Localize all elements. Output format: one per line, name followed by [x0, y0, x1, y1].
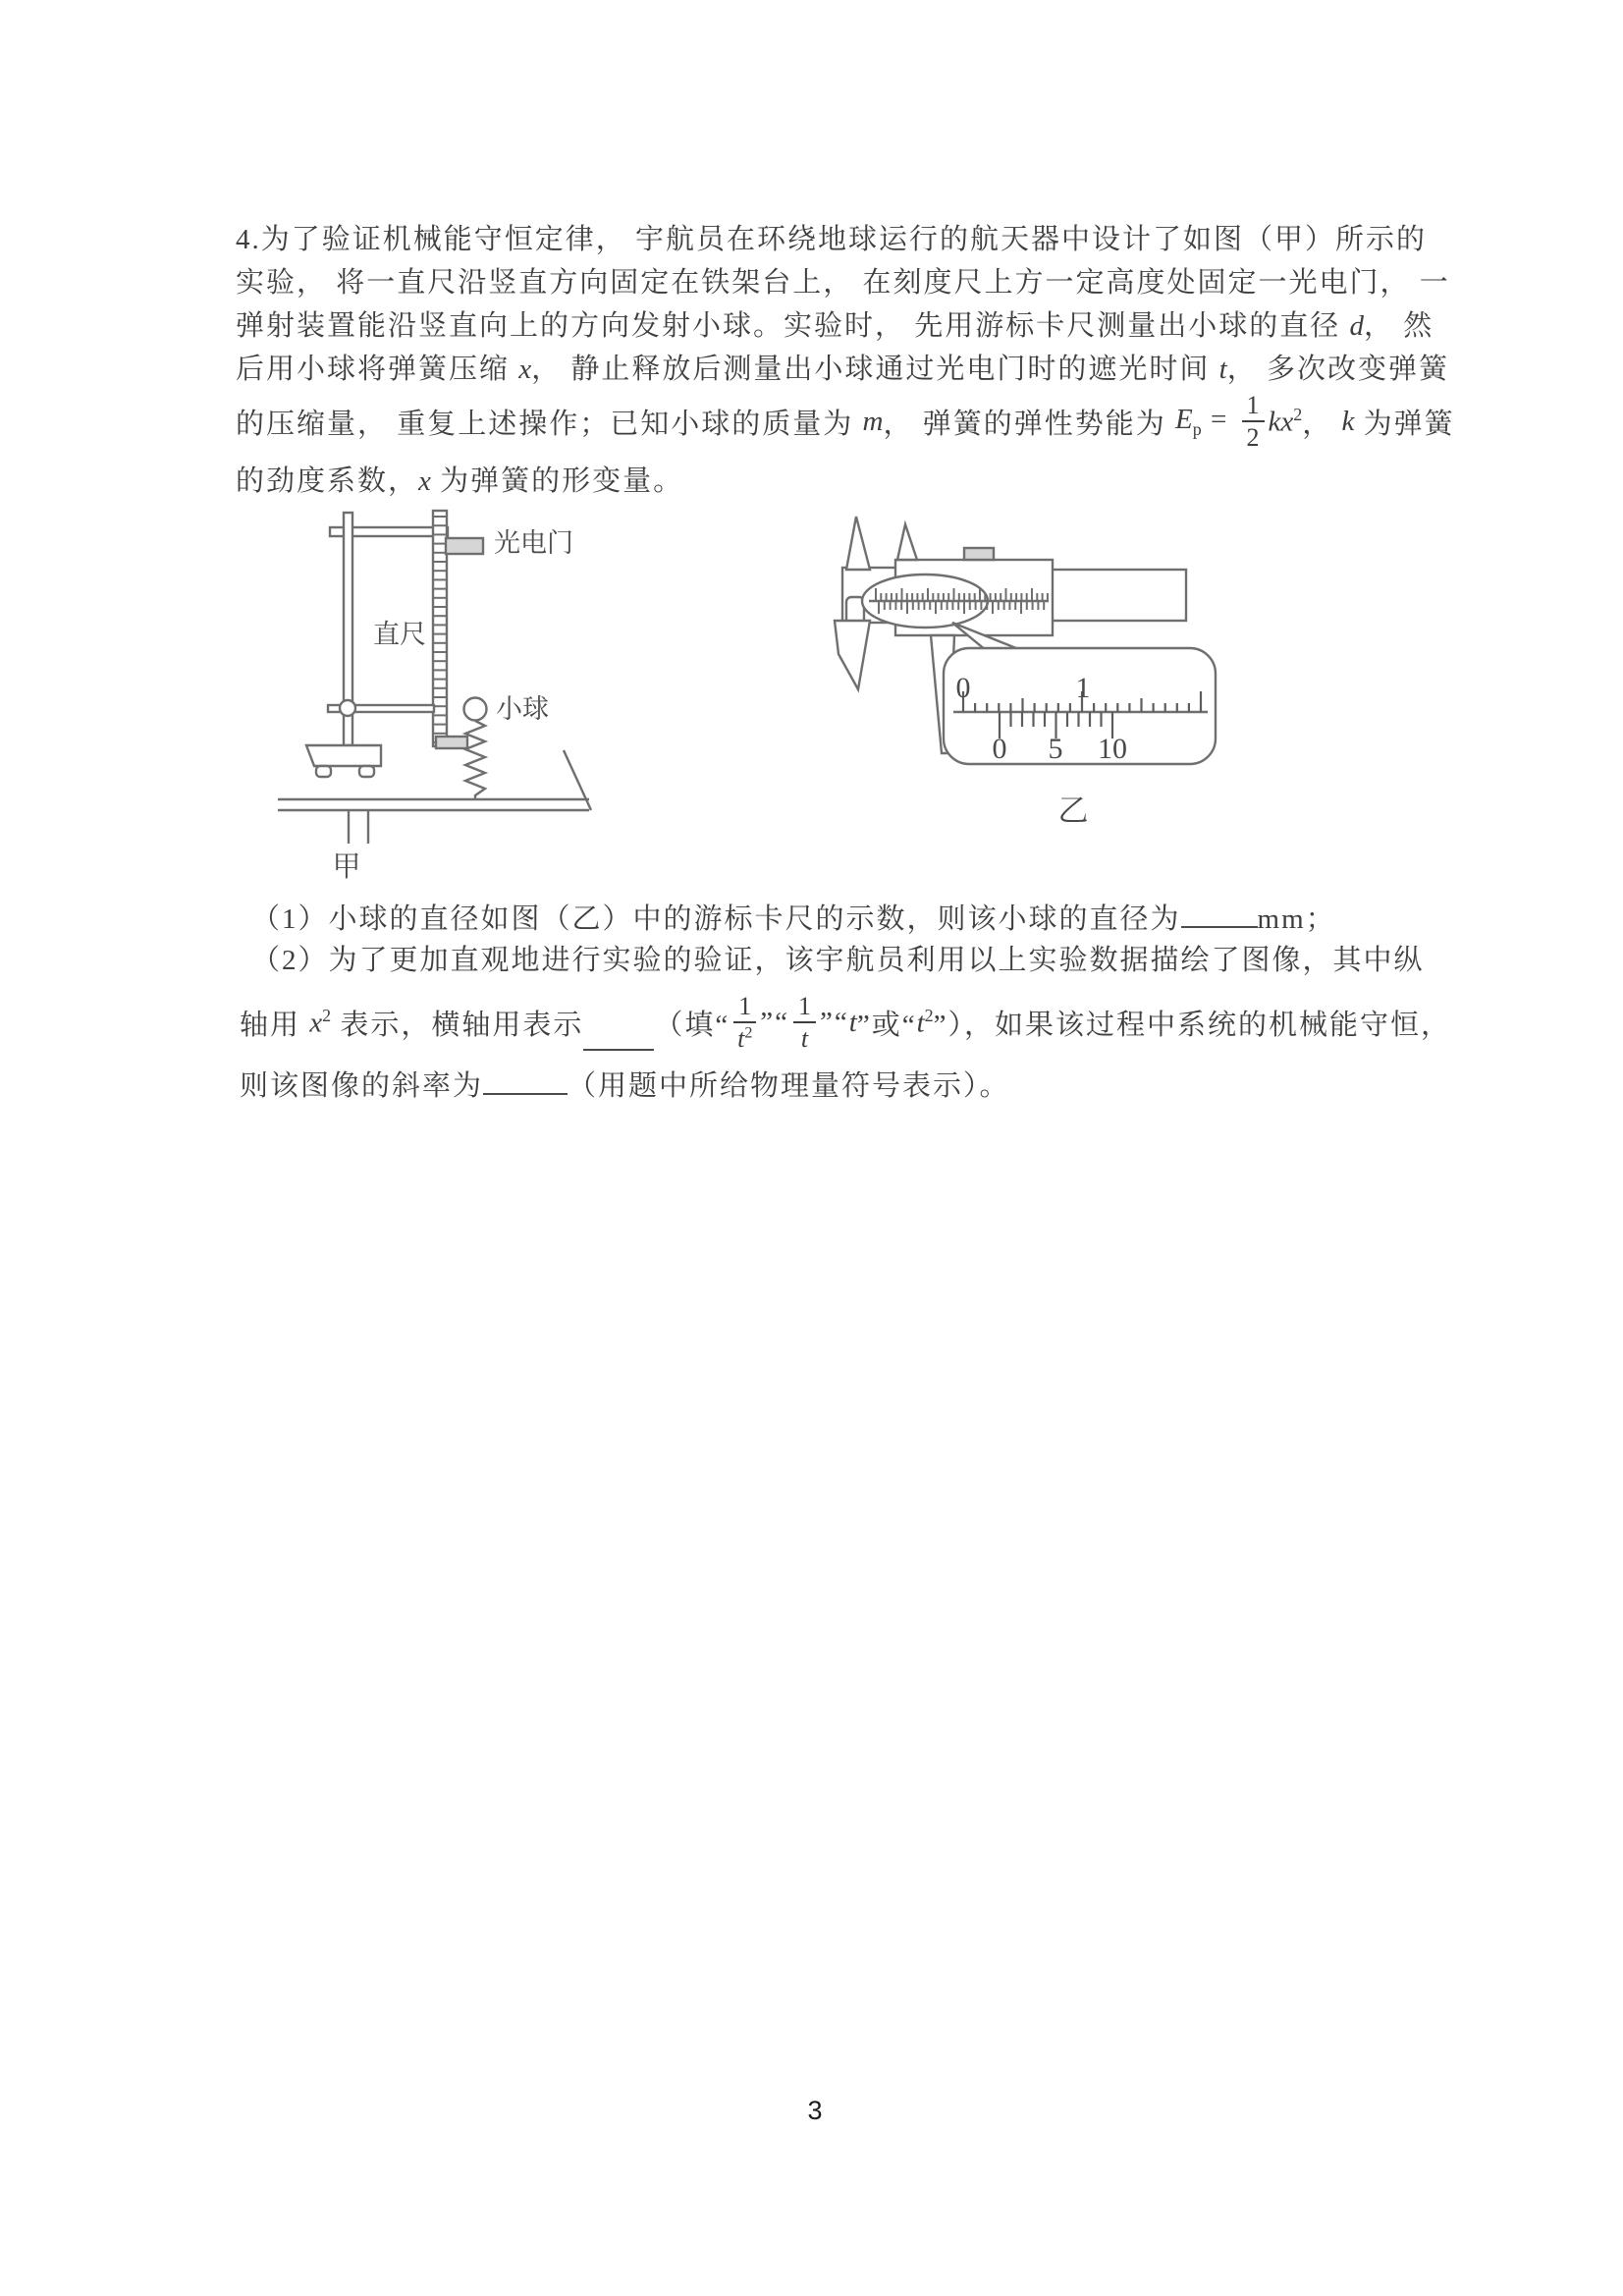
text-segment: （填“ — [654, 1009, 730, 1041]
superscript-2: 2 — [1293, 404, 1303, 424]
variable-t: t — [1218, 354, 1227, 385]
quote-separator: ”“ — [820, 1006, 849, 1038]
subscript-p: p — [1192, 418, 1202, 439]
figure-yi-caption: 乙 — [1057, 793, 1089, 828]
caliper-upper-fixed-jaw — [846, 517, 870, 570]
text-segment: 为弹簧的形变量。 — [430, 465, 684, 497]
spring-bracket — [436, 737, 467, 748]
text-segment: ， — [1302, 408, 1342, 440]
vernier-label-10: 10 — [1098, 733, 1127, 765]
quote-separator: ”“ — [760, 1006, 790, 1038]
unit-label: mm； — [1257, 903, 1336, 935]
text-segment: ”或“ — [856, 1009, 917, 1041]
main-scale-label-0: 0 — [955, 672, 971, 704]
variable-k: k — [1341, 405, 1355, 437]
question-line-5 — [236, 385, 1455, 458]
subquestion-2-line-2 — [240, 988, 1451, 1057]
figure-jia-diagram — [273, 503, 602, 886]
variable-kx: kx — [1268, 406, 1294, 438]
variable-x: x — [418, 465, 431, 497]
text-segment: 的劲度系数， — [236, 465, 419, 497]
variable-x: x — [518, 354, 532, 385]
photogate-label: 光电门 — [494, 528, 573, 558]
caliper-upper-movable-jaw — [897, 524, 917, 560]
spring-icon — [465, 721, 485, 799]
variable-m: m — [862, 405, 884, 437]
equals-sign: = — [1201, 403, 1238, 435]
fraction-denominator: 2 — [1246, 423, 1260, 452]
fraction-one-half — [1242, 392, 1265, 452]
variable-E: E — [1174, 403, 1193, 435]
x-squared — [309, 1006, 331, 1040]
ep-formula — [1175, 404, 1238, 440]
question-line-6 — [236, 460, 683, 503]
superscript-2: 2 — [744, 1024, 753, 1042]
figure-jia-caption: 甲 — [332, 851, 361, 883]
fraction-numerator: 1 — [733, 993, 756, 1023]
clamp-knob — [340, 700, 355, 716]
text-segment: ”），如果该过程中系统的机械能守恒， — [933, 1009, 1451, 1041]
subquestion-2-line-3 — [240, 1065, 1010, 1108]
text-segment: 表示，横轴用表示 — [331, 1009, 584, 1041]
fraction-1-over-t-squared — [733, 993, 756, 1053]
fraction-denominator — [737, 1023, 752, 1052]
question-line-2: 实验， 将一直尺沿竖直方向固定在铁架台上， 在刻度尺上方一定高度处固定一光电门， 一 — [236, 267, 1450, 299]
text-segment: 弹射装置能沿竖直向上的方向发射小球。实验时， 先用游标卡尺测量出小球的直径 — [236, 310, 1350, 342]
fraction-numerator: 1 — [793, 993, 816, 1023]
table-slant-edge — [564, 750, 591, 810]
text-segment: 为弹簧 — [1354, 408, 1455, 440]
question-line-1: 4.为了验证机械能守恒定律， 宇航员在环绕地球运行的航天器中设计了如图（甲）所示的 — [236, 224, 1428, 255]
page-number: 3 — [807, 2096, 823, 2125]
vernier-label-5: 5 — [1048, 733, 1063, 765]
text-segment: 轴用 — [240, 1009, 310, 1041]
figure-yi-diagram — [815, 511, 1232, 849]
text-segment: ， 然 — [1364, 310, 1434, 342]
answer-blank-diameter — [1181, 898, 1258, 928]
stand-foot-right — [359, 766, 374, 777]
subquestion-1 — [251, 898, 1336, 941]
vernier-label-0: 0 — [992, 733, 1007, 765]
ball-icon — [464, 698, 487, 721]
variable-d: d — [1349, 310, 1365, 342]
fraction-1-over-t — [793, 993, 816, 1053]
text-segment: （用题中所给物理量符号表示）。 — [568, 1070, 1010, 1102]
text-segment: ， 静止释放后测量出小球通过光电门时的遮光时间 — [531, 354, 1219, 385]
t-squared — [917, 1006, 934, 1040]
text-segment: 则该图像的斜率为 — [240, 1070, 484, 1102]
photogate-icon — [446, 538, 483, 554]
caliper-lower-fixed-jaw — [835, 621, 870, 689]
subquestion-2-line-1: （2）为了更加直观地进行实验的验证，该宇航员利用以上实验数据描绘了图像，其中纵 — [251, 945, 1425, 976]
text-segment: ， 弹簧的弹性势能为 — [883, 408, 1175, 440]
text-segment: （1）小球的直径如图（乙）中的游标卡尺的示数，则该小球的直径为 — [251, 903, 1181, 935]
main-scale-label-1: 1 — [1075, 672, 1091, 704]
magnified-scale-box — [944, 648, 1216, 764]
caliper-thumb-knob — [964, 548, 994, 560]
text-segment: ， 多次改变弹簧 — [1226, 354, 1449, 385]
ball-label: 小球 — [496, 694, 549, 724]
kx-squared — [1269, 405, 1303, 439]
superscript-2: 2 — [322, 1005, 332, 1025]
answer-blank-slope — [483, 1065, 568, 1095]
superscript-2: 2 — [924, 1005, 934, 1025]
answer-blank-axis — [583, 1049, 654, 1051]
variable-x: x — [309, 1007, 323, 1039]
variable-t: t — [916, 1007, 925, 1039]
text-segment: 后用小球将弹簧压缩 — [236, 354, 519, 385]
variable-t: t — [800, 1024, 809, 1053]
variable-t: t — [848, 1006, 857, 1038]
text-segment: 的压缩量， 重复上述操作；已知小球的质量为 — [236, 408, 863, 440]
variable-t: t — [737, 1024, 745, 1053]
stand-foot-left — [316, 766, 331, 777]
stand-base — [306, 745, 381, 766]
ruler-label: 直尺 — [373, 620, 426, 649]
fraction-denominator — [801, 1023, 808, 1052]
fraction-numerator: 1 — [1242, 392, 1265, 422]
question-line-3 — [236, 304, 1434, 348]
